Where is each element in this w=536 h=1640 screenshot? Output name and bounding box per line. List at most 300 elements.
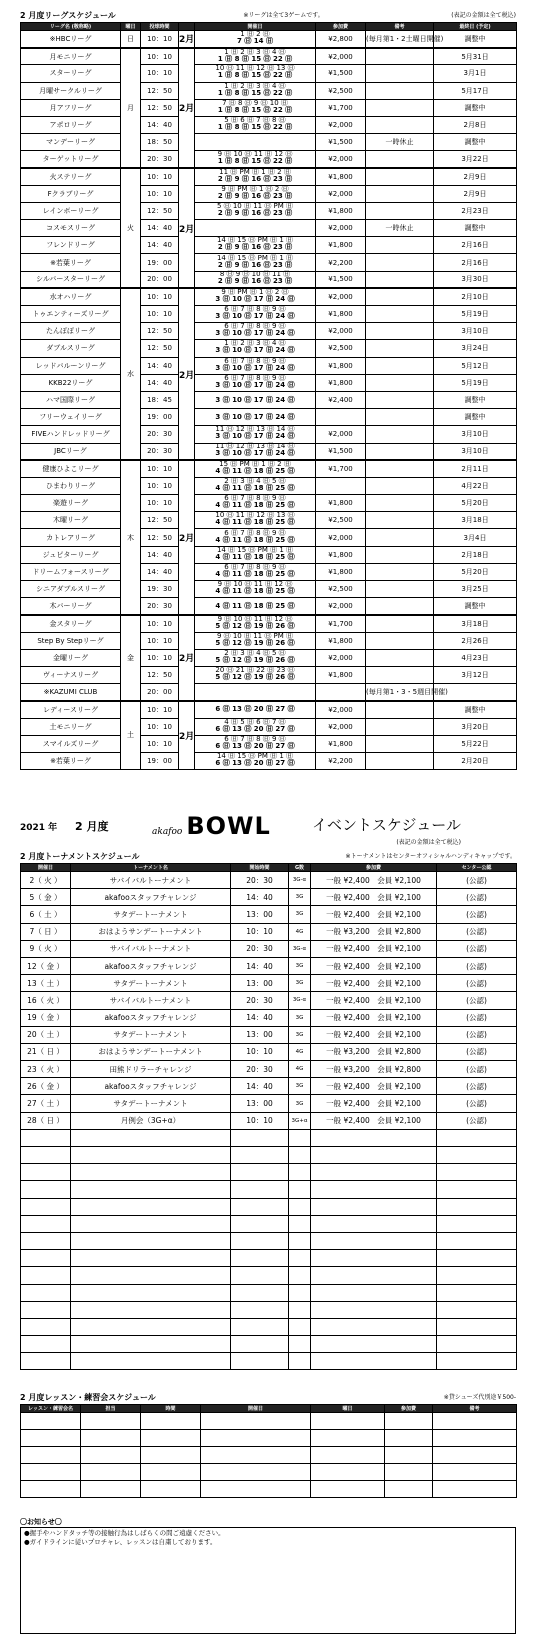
league-dates [195,529,316,546]
tournament-time: 13：00 [231,975,289,992]
league-dates-bottom: 7 ㊐ 14 ㊐ [237,36,273,45]
league-dates [195,357,316,374]
league-dates-bottom: 4 ㊐ 11 ㊐ 18 ㊐ 25 ㊐ [215,569,295,578]
league-row [21,512,517,529]
league-dates-bottom: 3 ㊐ 10 ㊐ 17 ㊐ 24 ㊐ [215,346,295,355]
league-dates [195,512,316,529]
league-note: ※リーグは全て3ゲームです。 [243,12,324,19]
tournament-fee: 一般 ¥2,400 会員 ¥2,100 [311,957,437,974]
league-fee: ¥2,000 [316,116,366,133]
league-last: 5月20日 [434,495,517,512]
tournament-auth [437,1267,517,1284]
league-row [21,306,517,323]
league-dates-top: 6 ㊐ 7 ㊐ 8 ㊐ 9 ㊐ [224,305,286,314]
league-last: 3月10日 [434,323,517,340]
tournament-time [231,1353,289,1370]
league-fee: ¥2,000 [316,426,366,443]
league-fee [316,477,366,494]
tournament-name: サバイバルトーナメント [71,940,231,957]
lesson-row [21,1464,517,1481]
lesson-cell [81,1481,141,1498]
league-last: 3月12日 [434,666,517,683]
tournament-fee [311,1267,437,1284]
league-fee: ¥1,700 [316,460,366,477]
league-last: 2月9日 [434,168,517,185]
league-dates [195,632,316,649]
tournament-date: 16（ 火 ） [21,992,71,1009]
league-dates-bottom: 2 ㊐ 9 ㊐ 16 ㊐ 23 ㊐ [217,208,293,217]
league-name: ターゲットリーグ [21,151,121,168]
lesson-cell [81,1447,141,1464]
league-dates-top: 5 ㊐ 6 ㊐ 7 ㊐ 8 ㊐ [224,116,286,125]
league-dates-bottom: 4 ㊐ 11 ㊐ 18 ㊐ 25 ㊐ [215,587,295,596]
league-row [21,598,517,615]
league-note [366,701,434,718]
league-last: 5月20日 [434,563,517,580]
league-dates-top: 11 ㊐ 12 ㊐ 13 ㊐ 14 ㊐ [215,442,295,451]
league-time: 10：10 [141,65,179,82]
tournament-col-header: 開催日 [21,864,71,872]
tournament-auth: (公認) [437,1078,517,1095]
tournament-g: 3G [289,1026,311,1043]
league-last: 調整中 [434,598,517,615]
tournament-row [21,872,517,889]
league-title: 2 月度リーグスケジュール [20,11,116,20]
league-dates [195,374,316,391]
league-fee: ¥1,800 [316,666,366,683]
brand-logo: akafoo BOWL [152,812,271,840]
league-dates-top: 6 ㊐ 7 ㊐ 8 ㊐ 9 ㊐ [224,356,286,365]
tournament-g: 3G [289,957,311,974]
league-name: 水オハリーグ [21,288,121,305]
league-last: 5月19日 [434,374,517,391]
league-name: ダブルスリーグ [21,340,121,357]
tournament-row [21,1009,517,1026]
league-row [21,185,517,202]
tournament-col-header: センター公認 [437,864,517,872]
lesson-row [21,1413,517,1430]
tournament-g: 3G-α [289,872,311,889]
league-last: 2月9日 [434,185,517,202]
league-fee: ¥1,700 [316,99,366,116]
league-time: 10：10 [141,718,179,735]
league-note: 一時休止 [366,220,434,237]
league-note [366,271,434,288]
league-dates-bottom: 3 ㊐ 10 ㊐ 17 ㊐ 24 ㊐ [215,412,295,421]
tournament-row [21,1147,517,1164]
tournament-date [21,1336,71,1353]
league-time: 10：10 [141,477,179,494]
league-last: 2月23日 [434,202,517,219]
tournament-date [21,1301,71,1318]
league-fee: ¥1,800 [316,202,366,219]
tournament-time [231,1147,289,1164]
league-name: シルバースターリーグ [21,271,121,288]
league-name: ハマ国際リーグ [21,391,121,408]
league-time: 19：30 [141,581,179,598]
league-last: 調整中 [434,701,517,718]
tournament-row [21,906,517,923]
tournament-auth [437,1164,517,1181]
league-row [21,151,517,168]
tournament-name [71,1232,231,1249]
tournament-time [231,1250,289,1267]
league-fee: ¥2,000 [316,649,366,666]
tournament-auth: (公認) [437,957,517,974]
league-last: 2月10日 [434,288,517,305]
tournament-row [21,940,517,957]
tournament-time [231,1301,289,1318]
league-dates-top: 2 ㊐ 3 ㊐ 4 ㊐ 5 ㊐ [224,648,286,657]
league-dates [195,271,316,288]
tournament-fee [311,1284,437,1301]
league-name: 土モニリーグ [21,718,121,735]
tournament-date: 5（ 金 ） [21,889,71,906]
tournament-row [21,1267,517,1284]
tournament-g: 4G [289,1043,311,1060]
tournament-time [231,1284,289,1301]
league-row [21,134,517,151]
league-name: 金曜リーグ [21,649,121,666]
lesson-row [21,1447,517,1464]
tournament-auth [437,1147,517,1164]
league-fee: ¥1,500 [316,65,366,82]
tournament-fee: 一般 ¥2,400 会員 ¥2,100 [311,992,437,1009]
league-time: 10：10 [141,460,179,477]
tournament-auth [437,1232,517,1249]
tournament-date: 28（ 日 ） [21,1112,71,1129]
tournament-name [71,1353,231,1370]
league-note: (毎月第1・3・5週目開催) [366,684,434,701]
tournament-auth: (公認) [437,906,517,923]
league-fee: ¥2,800 [316,31,366,48]
lesson-cell [201,1481,311,1498]
tournament-name: サバイバルトーナメント [71,872,231,889]
league-name: フレンドリーグ [21,237,121,254]
tournament-date: 6（ 土 ） [21,906,71,923]
league-name: KKB22リーグ [21,374,121,391]
league-name: ジュピターリーグ [21,546,121,563]
league-time: 19：00 [141,752,179,769]
tournament-name: サタデートーナメント [71,906,231,923]
league-fee: ¥2,500 [316,581,366,598]
tournament-auth: (公認) [437,889,517,906]
league-last: 3月20日 [434,718,517,735]
league-time: 12：50 [141,99,179,116]
league-name: FIVEハンドレッドリーグ [21,426,121,443]
tournament-fee [311,1336,437,1353]
league-dates-bottom: 3 ㊐ 10 ㊐ 17 ㊐ 24 ㊐ [215,380,295,389]
tournament-date: 7（ 日 ） [21,923,71,940]
league-table [20,22,517,770]
league-dates [195,48,316,65]
league-dates-bottom: 3 ㊐ 10 ㊐ 17 ㊐ 24 ㊐ [215,432,295,441]
league-note [366,168,434,185]
league-note [366,581,434,598]
tournament-name [71,1147,231,1164]
event-month: 2 月度 [75,820,109,833]
tournament-col-header: 参加費 [311,864,437,872]
tournament-g: 3G-α [289,940,311,957]
league-fee: ¥2,000 [316,185,366,202]
tournament-fee: 一般 ¥2,400 会員 ¥2,100 [311,1095,437,1112]
tournament-g: 3G [289,1009,311,1026]
tournament-fee [311,1318,437,1335]
league-dates-top: 11 ㊐ PM ㊐ 1 ㊐ 2 ㊐ [219,167,291,176]
league-dates [195,116,316,133]
lesson-cell [385,1464,433,1481]
league-dates-top: 1 ㊐ 2 ㊐ 3 ㊐ 4 ㊐ [224,47,286,56]
league-name: マンデーリーグ [21,134,121,151]
lesson-col-header: 担当 [81,1405,141,1413]
tournament-name: akafooスタッフチャレンジ [71,957,231,974]
tournament-table [20,863,517,1370]
league-fee: ¥2,000 [316,718,366,735]
league-name: スターリーグ [21,65,121,82]
league-fee: ¥1,800 [316,735,366,752]
tournament-date [21,1198,71,1215]
league-last: 2月11日 [434,460,517,477]
tournament-g [289,1164,311,1181]
league-month: 2月 [179,31,195,48]
tournament-auth: (公認) [437,1026,517,1043]
league-dates-bottom: 4 ㊐ 11 ㊐ 18 ㊐ 25 ㊐ [215,483,295,492]
tournament-date: 19（ 金 ） [21,1009,71,1026]
league-note [366,735,434,752]
league-note [366,48,434,65]
league-dates-top: 6 ㊐ 7 ㊐ 8 ㊐ 9 ㊐ [224,528,286,537]
tournament-g [289,1250,311,1267]
league-last: 調整中 [434,31,517,48]
league-time: 12：50 [141,340,179,357]
league-dates [195,684,316,701]
league-time: 20：00 [141,684,179,701]
league-name: たんぽぽリーグ [21,323,121,340]
league-dates-top: 1 ㊐ 2 ㊐ [240,29,270,38]
league-time: 10：10 [141,185,179,202]
lesson-note: ※貸シューズ代別途￥500- [443,1394,516,1401]
league-row [21,701,517,718]
league-dates [195,323,316,340]
league-note [366,340,434,357]
tournament-auth [437,1284,517,1301]
tournament-name [71,1164,231,1181]
tournament-fee: 一般 ¥2,400 会員 ¥2,100 [311,940,437,957]
league-fee: ¥2,000 [316,220,366,237]
league-note [366,512,434,529]
lesson-cell [385,1481,433,1498]
tournament-note: ※トーナメントはセンターオフィシャルハンディキャップです。 [345,853,516,860]
league-row [21,374,517,391]
league-dates-top: 6 ㊐ 7 ㊐ 8 ㊐ 9 ㊐ [224,494,286,503]
league-name: 火ステリーグ [21,168,121,185]
lesson-cell [141,1481,201,1498]
league-note [366,632,434,649]
league-row [21,581,517,598]
league-note [366,65,434,82]
tournament-g [289,1198,311,1215]
tournament-time: 14：40 [231,957,289,974]
tournament-col-header: トーナメント名 [71,864,231,872]
league-month: 2月 [179,615,195,701]
league-note [366,288,434,305]
league-col-header: 参加費 [316,23,366,31]
tournament-row [21,1284,517,1301]
tournament-fee [311,1181,437,1198]
league-name: ひまわりリーグ [21,477,121,494]
league-time: 14：40 [141,357,179,374]
league-note [366,323,434,340]
league-note [366,374,434,391]
league-last: 3月1日 [434,65,517,82]
league-row [21,615,517,632]
league-dates-top: 5 ㊐ 10 ㊐ 11 ㊐ PM ㊐ [216,201,294,210]
league-time: 12：50 [141,666,179,683]
league-dates-bottom: 3 ㊐ 10 ㊐ 17 ㊐ 24 ㊐ [215,449,295,458]
league-dates-top: 20 ㊐ 21 ㊐ 22 ㊐ 23 ㊐ [215,666,295,675]
notice-title: 〇お知らせ〇 [20,1518,62,1526]
league-fee: ¥1,800 [316,357,366,374]
league-row [21,409,517,426]
league-dates-top: 14 ㊐ 15 ㊐ PM ㊐ 1 ㊐ [216,545,294,554]
league-day: 金 [121,615,141,701]
lesson-cell [141,1447,201,1464]
league-col-header: 曜日 [121,23,141,31]
league-fee: ¥2,000 [316,323,366,340]
tournament-auth: (公認) [437,940,517,957]
league-dates-top: 6 ㊐ 7 ㊐ 8 ㊐ 9 ㊐ [224,373,286,382]
league-note [366,306,434,323]
lesson-cell [311,1464,385,1481]
tournament-g [289,1301,311,1318]
league-dates [195,752,316,769]
league-name: 楽遊リーグ [21,495,121,512]
tournament-auth: (公認) [437,1095,517,1112]
league-dates-bottom: 1 ㊐ 8 ㊐ 15 ㊐ 22 ㊐ [217,105,293,114]
lesson-col-header: 時間 [141,1405,201,1413]
tournament-row [21,1250,517,1267]
league-dates [195,495,316,512]
league-name: フリーウェイリーグ [21,409,121,426]
league-row [21,237,517,254]
league-last: 3月22日 [434,151,517,168]
league-note [366,477,434,494]
league-row [21,116,517,133]
tournament-fee: 一般 ¥3,200 会員 ¥2,800 [311,1061,437,1078]
league-col-header: 投球時間 [141,23,179,31]
league-dates-top: 6 ㊐ 7 ㊐ 8 ㊐ 9 ㊐ [224,734,286,743]
league-name: ドリームフォースリーグ [21,563,121,580]
league-time: 12：50 [141,529,179,546]
league-day: 木 [121,460,141,615]
tournament-date: 13（ 土 ） [21,975,71,992]
league-dates [195,735,316,752]
league-time: 10：10 [141,306,179,323]
league-note [366,254,434,271]
league-fee: ¥1,800 [316,237,366,254]
league-dates-top: 6 ㊐ 7 ㊐ 8 ㊐ 9 ㊐ [224,562,286,571]
league-dates-top: 1 ㊐ 2 ㊐ 3 ㊐ 4 ㊐ [224,81,286,90]
tournament-auth: (公認) [437,975,517,992]
league-last: 2月18日 [434,546,517,563]
league-note [366,391,434,408]
league-dates [195,237,316,254]
league-dates-bottom: 1 ㊐ 8 ㊐ 15 ㊐ 22 ㊐ [217,54,293,63]
tournament-time: 10：10 [231,923,289,940]
league-fee: ¥2,000 [316,598,366,615]
league-dates-bottom: 2 ㊐ 9 ㊐ 16 ㊐ 23 ㊐ [217,174,293,183]
tournament-row [21,1353,517,1370]
lesson-cell [433,1447,517,1464]
tournament-fee: 一般 ¥2,400 会員 ¥2,100 [311,975,437,992]
league-last: 2月8日 [434,116,517,133]
league-fee: ¥2,500 [316,82,366,99]
league-dates [195,615,316,632]
tournament-date: 27（ 土 ） [21,1095,71,1112]
league-last: 3月25日 [434,581,517,598]
league-dates-bottom: 5 ㊐ 12 ㊐ 19 ㊐ 26 ㊐ [215,638,295,647]
tournament-row [21,1164,517,1181]
tournament-fee [311,1353,437,1370]
league-note [366,460,434,477]
league-name: Step By Stepリーグ [21,632,121,649]
league-dates-bottom: 3 ㊐ 10 ㊐ 17 ㊐ 24 ㊐ [215,363,295,372]
league-dates [195,426,316,443]
league-fee: ¥1,500 [316,443,366,460]
league-name: ヴィーナスリーグ [21,666,121,683]
tournament-auth: (公認) [437,1061,517,1078]
lesson-cell [21,1464,81,1481]
league-month: 2月 [179,460,195,615]
league-dates-top: 2 ㊐ 3 ㊐ 4 ㊐ 5 ㊐ [224,476,286,485]
league-dates-bottom: 6 ㊐ 13 ㊐ 20 ㊐ 27 ㊐ [215,705,295,714]
lesson-cell [21,1413,81,1430]
tournament-g: 3G [289,1095,311,1112]
league-dates-bottom: 3 ㊐ 10 ㊐ 17 ㊐ 24 ㊐ [215,395,295,404]
lesson-col-header: 開催日 [201,1405,311,1413]
league-name: レディースリーグ [21,701,121,718]
league-dates [195,202,316,219]
league-dates-top: 9 ㊐ 10 ㊐ 11 ㊐ 12 ㊐ [217,614,293,623]
league-dates [195,134,316,151]
league-note [366,185,434,202]
league-month: 2月 [179,168,195,288]
tournament-g: 4G [289,1061,311,1078]
league-note [366,649,434,666]
league-time: 12：50 [141,202,179,219]
league-row [21,65,517,82]
league-row [21,684,517,701]
tournament-fee [311,1232,437,1249]
league-note [366,529,434,546]
tournament-row [21,975,517,992]
league-row [21,220,517,237]
tournament-auth [437,1198,517,1215]
league-row [21,735,517,752]
league-dates-bottom: 5 ㊐ 12 ㊐ 19 ㊐ 26 ㊐ [215,621,295,630]
league-last: 5月19日 [434,306,517,323]
tournament-date: 21（ 日 ） [21,1043,71,1060]
tournament-fee: 一般 ¥2,400 会員 ¥2,100 [311,1078,437,1095]
league-name: コスモスリーグ [21,220,121,237]
league-col-header: 開催日 [195,23,316,31]
tournament-time: 13：00 [231,906,289,923]
league-day: 火 [121,168,141,288]
league-row [21,168,517,185]
league-dates [195,443,316,460]
lesson-cell [385,1430,433,1447]
league-last: 2月16日 [434,237,517,254]
